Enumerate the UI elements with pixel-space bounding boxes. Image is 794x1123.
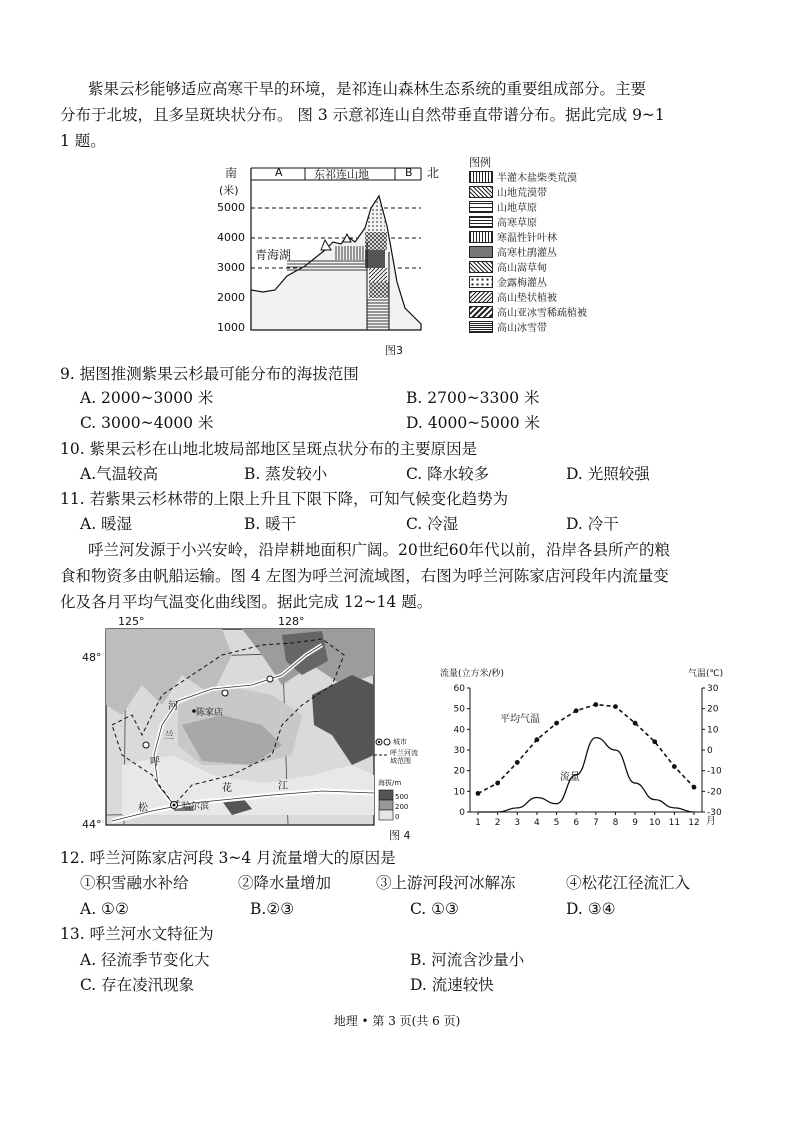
chart-xtick-label: 12 — [688, 818, 700, 828]
fig3-center-label: 东祁连山地 — [314, 168, 369, 181]
fig3-legend-title: 图例 — [469, 156, 491, 169]
fig3-ytick-4000: 4000 — [217, 231, 245, 244]
chart-xtick-label: 11 — [668, 818, 681, 828]
chart-xtick-label: 6 — [573, 818, 580, 828]
q12-option-b[interactable]: B.②③ — [250, 900, 295, 918]
legend-swatch — [469, 216, 493, 228]
map-lat-44: 44° — [82, 818, 102, 831]
map-songhua-char: 松 — [138, 803, 148, 814]
q9-option-a[interactable]: A. 2000~3000 米 — [80, 389, 214, 407]
legend-swatch — [469, 171, 493, 183]
map-elev-title: 海拔/m — [378, 779, 402, 787]
chart-ytick-right-label: 10 — [707, 725, 719, 736]
legend-item — [469, 215, 537, 228]
fig3-ytick-2000: 2000 — [217, 291, 245, 304]
chart-xtick-label: 9 — [632, 818, 638, 828]
q9-stem: 9. 据图推测紫果云杉最可能分布的海拔范围 — [60, 365, 359, 383]
chart-ytick-left-label: 60 — [453, 684, 465, 694]
legend-swatch — [469, 186, 493, 198]
legend-item — [469, 170, 577, 183]
page-footer: 地理 • 第 3 页(共 6 页) — [333, 1014, 461, 1028]
q10-option-d[interactable]: D. 光照较强 — [566, 465, 650, 483]
legend-label: 高山亚冰雪稀疏植被 — [497, 308, 587, 319]
chart-point-temp — [633, 721, 638, 726]
q13-option-b[interactable]: B. 河流含沙量小 — [410, 951, 525, 969]
legend-label: 山地草原 — [497, 203, 537, 214]
q12-statement-2: ②降水量增加 — [238, 874, 332, 892]
chart-xtick-label: 10 — [649, 818, 661, 828]
map-elev-200: 200 — [395, 803, 409, 811]
chart-point-temp — [672, 764, 677, 769]
fig3-lake-label: 青海湖 — [255, 248, 292, 262]
chart-xtick-label: 1 — [475, 818, 481, 828]
q12-statement-1: ①积雪融水补给 — [80, 874, 189, 892]
q12-option-d[interactable]: D. ③④ — [566, 900, 616, 918]
q9-option-b[interactable]: B. 2700~3300 米 — [406, 389, 540, 407]
chart-ytick-left-label: 20 — [453, 766, 465, 777]
legend-swatch — [469, 246, 493, 258]
chart-ytick-right-label: -30 — [707, 808, 722, 818]
legend-label: 高寒杜鹃灌丛 — [497, 248, 557, 259]
legend-swatch — [469, 231, 493, 243]
legend-swatch — [469, 201, 493, 213]
chart-series-line-flow — [478, 738, 694, 812]
q11-option-d[interactable]: D. 冷干 — [566, 515, 619, 533]
fig3-legend — [469, 154, 595, 339]
legend-swatch — [469, 291, 493, 303]
chart-series-label-flow: 流量 — [560, 772, 580, 783]
map-river-char: 河 — [168, 701, 178, 712]
chart-xtick-label: 7 — [592, 818, 599, 828]
figure-4-chart — [440, 666, 740, 831]
chart-xtick-label: 5 — [553, 818, 560, 828]
chart-ytick-right-label: 20 — [707, 704, 719, 715]
chart-ytick-left-label: 50 — [453, 704, 465, 715]
figure-3 — [215, 152, 595, 357]
fig3-caption: 图3 — [385, 344, 403, 357]
legend-item — [469, 230, 557, 243]
legend-item — [469, 185, 547, 198]
q13-option-d[interactable]: D. 流速较快 — [410, 976, 494, 994]
map-city-chenjiadian: 陈家店 — [196, 708, 224, 718]
legend-item — [469, 260, 547, 273]
q13-option-a[interactable]: A. 径流季节变化大 — [80, 951, 210, 969]
map-songhua-char: 花 — [222, 783, 232, 794]
legend-label: 寒温性针叶林 — [497, 233, 557, 244]
chart-ytick-right-label: -20 — [707, 787, 722, 798]
chart-point-temp — [593, 702, 598, 707]
q10-option-c[interactable]: C. 降水较多 — [406, 465, 490, 483]
fig3-ytick-1000: 1000 — [217, 321, 245, 334]
chart-month-unit: 月 — [706, 816, 716, 827]
intro1-line3: 1 题。 — [60, 132, 106, 150]
fig3-north-label: 北 — [427, 166, 440, 180]
fig3-ytick-3000: 3000 — [217, 261, 245, 274]
map-legend-basin: 呼兰河流域范围 — [390, 749, 418, 765]
chart-point-temp — [574, 708, 579, 713]
intro2-line1: 呼兰河发源于小兴安岭，沿岸耕地面积广阔。20世纪60年代以前，沿岸各县所产的粮 — [88, 541, 670, 559]
chart-xtick-label: 8 — [612, 818, 619, 828]
chart-point-temp — [554, 721, 559, 726]
intro2-line3: 化及各月平均气温变化曲线图。据此完成 12~14 题。 — [60, 593, 433, 611]
chart-xtick-label: 2 — [494, 818, 501, 828]
chart-ytick-left-label: 40 — [453, 725, 465, 736]
legend-swatch — [469, 306, 493, 318]
legend-item — [469, 200, 537, 213]
fig3-b-label: B — [405, 166, 413, 179]
chart-point-temp — [535, 737, 540, 742]
legend-label: 高寒草原 — [497, 218, 537, 229]
figure-4-map — [82, 615, 422, 845]
q10-option-b[interactable]: B. 蒸发较小 — [244, 465, 328, 483]
chart-xtick-label: 3 — [514, 818, 521, 828]
fig4-caption: 图 4 — [389, 829, 411, 842]
legend-item — [469, 245, 557, 258]
legend-swatch — [469, 261, 493, 273]
chart-series-label-temp: 平均气温 — [500, 714, 540, 725]
map-lon-125: 125° — [118, 615, 145, 628]
q11-option-b[interactable]: B. 暖干 — [244, 515, 297, 533]
chart-point-temp — [692, 785, 697, 790]
legend-item — [469, 320, 547, 333]
map-lon-128: 128° — [278, 615, 305, 628]
legend-label: 金露梅灌丛 — [497, 278, 547, 289]
fig3-south-label: 南 — [225, 166, 238, 180]
chart-ytick-right-label: -10 — [707, 766, 722, 777]
legend-item — [469, 290, 557, 303]
chart-point-temp — [476, 791, 481, 796]
fig3-ytick-5000: 5000 — [217, 201, 245, 214]
legend-swatch — [469, 321, 493, 333]
chart-point-temp — [613, 704, 618, 709]
chart-flow-axis-label: 流量(立方米/秒) — [440, 669, 505, 679]
intro1-line1: 紫果云杉能够适应高寒干旱的环境，是祁连山森林生态系统的重要组成部分。主要 — [88, 80, 647, 98]
chart-ytick-right-label: 30 — [707, 684, 719, 694]
legend-item — [469, 305, 587, 318]
chart-temp-axis-label: 气温(℃) — [688, 669, 724, 679]
q12-option-c[interactable]: C. ①③ — [410, 900, 459, 918]
chart-point-temp — [495, 781, 500, 786]
chart-ytick-left-label: 0 — [459, 808, 465, 818]
legend-label: 高山冰雪带 — [497, 323, 547, 334]
map-songhua-char: 江 — [278, 781, 288, 792]
fig3-a-label: A — [275, 166, 283, 179]
q11-option-c[interactable]: C. 冷湿 — [406, 515, 459, 533]
q13-stem: 13. 呼兰河水文特征为 — [60, 925, 214, 943]
chart-point-temp — [652, 739, 657, 744]
climate-chart — [440, 666, 740, 831]
chart-ytick-left-label: 10 — [453, 787, 465, 798]
intro2-line2: 食和物资多由帆船运输。图 4 左图为呼兰河流域图，右图为呼兰河陈家店河段年内流量变 — [60, 567, 669, 585]
legend-label: 高山垫状植被 — [497, 293, 557, 304]
q11-option-a[interactable]: A. 暖湿 — [80, 515, 133, 533]
legend-swatch — [469, 276, 493, 288]
q12-option-a[interactable]: A. ①② — [80, 900, 129, 918]
chart-point-temp — [515, 760, 520, 765]
q10-stem: 10. 紫果云杉在山地北坡局部地区呈斑点状分布的主要原因是 — [60, 440, 478, 458]
map-city-harbin: 哈尔滨 — [182, 802, 210, 812]
chart-xtick-label: 4 — [534, 818, 540, 828]
q10-option-a[interactable]: A.气温较高 — [80, 465, 159, 483]
legend-label: 高山嵩草甸 — [497, 263, 547, 274]
map-river-char: 呼 — [150, 757, 160, 768]
map-elev-0: 0 — [395, 813, 400, 821]
map-elev-500: 500 — [395, 793, 409, 801]
intro1-line2: 分布于北坡，且多呈斑块状分布。 图 3 示意祁连山自然带垂直带谱分布。据此完成 9~1 — [60, 106, 665, 124]
q12-statement-3: ③上游河段河冰解冻 — [376, 874, 516, 892]
basin-map — [82, 615, 422, 845]
q9-option-c[interactable]: C. 3000~4000 米 — [80, 414, 214, 432]
fig3-unit: (米) — [219, 184, 239, 197]
q13-option-c[interactable]: C. 存在凌汛现象 — [80, 976, 195, 994]
chart-ytick-left-label: 30 — [453, 746, 465, 756]
map-legend-city: 城市 — [393, 738, 407, 746]
legend-item — [469, 275, 547, 288]
legend-label: 半灌木盐柴类荒漠 — [497, 173, 577, 184]
q12-stem: 12. 呼兰河陈家店河段 3~4 月流量增大的原因是 — [60, 849, 396, 867]
map-lat-48: 48° — [82, 651, 102, 664]
q12-statement-4: ④松花江径流汇入 — [566, 874, 691, 892]
legend-label: 山地荒漠带 — [497, 188, 547, 199]
chart-ytick-right-label: 0 — [707, 746, 713, 756]
map-river-char: 兰 — [164, 731, 174, 742]
q11-stem: 11. 若紫果云杉林带的上限上升且下限下降，可知气候变化趋势为 — [60, 490, 509, 508]
q9-option-d[interactable]: D. 4000~5000 米 — [406, 414, 541, 432]
